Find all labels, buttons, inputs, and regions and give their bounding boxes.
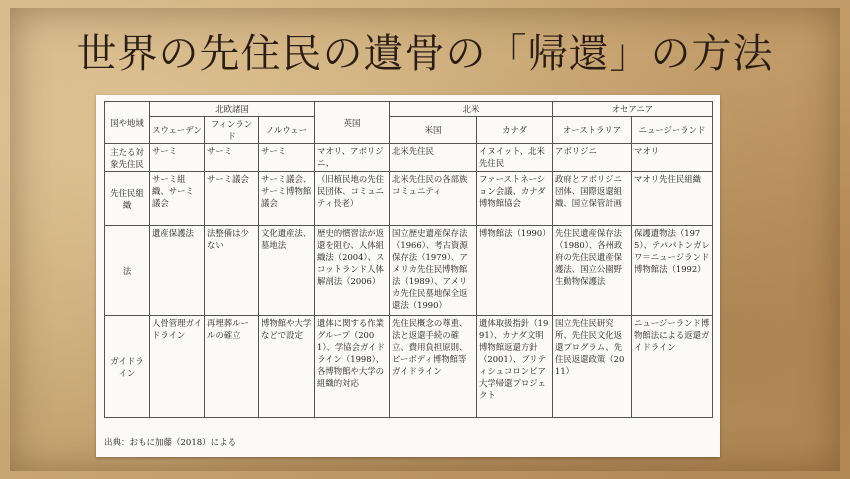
region-oceania: オセアニア: [553, 102, 713, 117]
region-uk: 英国: [315, 102, 390, 144]
cell-peoples-uk: マオリ、アボリジニ、: [315, 144, 390, 172]
cell-law-sweden: 遺産保護法: [150, 226, 205, 316]
cell-law-nz: 保護遺物法（1975）、テパパトンガレワ＝ニュージランド博物館法（1992）: [632, 226, 713, 316]
comparison-table: [104, 101, 713, 418]
cell-peoples-australia: アボリジニ: [553, 144, 632, 172]
cell-law-australia: 先住民遺産保存法（1980）、各州政府の先住民遺産保護法、国立公園野生動物保護法: [553, 226, 632, 316]
cell-orgs-australia: 政府とアボリジニ団体、国際返還組織、国立保管計画: [553, 172, 632, 226]
cell-orgs-sweden: サーミ組織、サーミ議会: [150, 172, 205, 226]
cell-peoples-usa: 北米先住民: [390, 144, 477, 172]
row-label-peoples: 主たる対象先住民: [105, 144, 150, 172]
cell-orgs-norway: サーミ議会、サーミ博物館議会: [259, 172, 315, 226]
cell-orgs-usa: 北米先住民の各部族コミュニティ: [390, 172, 477, 226]
country-canada: カナダ: [477, 117, 553, 144]
cell-peoples-canada: イヌイット、北米先住民: [477, 144, 553, 172]
cell-peoples-sweden: サーミ: [150, 144, 205, 172]
region-north-america: 北米: [390, 102, 553, 117]
country-finland: フィンランド: [205, 117, 259, 144]
cell-peoples-norway: サーミ: [259, 144, 315, 172]
region-nordic: 北欧諸国: [150, 102, 315, 117]
cell-peoples-nz: マオリ: [632, 144, 713, 172]
cell-orgs-uk: （旧植民地の先住民団体、コミュニティ長老）: [315, 172, 390, 226]
country-norway: ノルウェー: [259, 117, 315, 144]
row-label-law: 法: [105, 226, 150, 316]
table-row: [105, 172, 713, 226]
cell-guide-uk: 遺体に関する作業グループ（2001）、学協会ガイドライン（1998）、各博物館や大学の組織的対応: [315, 316, 390, 418]
table-sheet: [96, 95, 720, 457]
table-row: [105, 316, 713, 418]
table-row: [105, 226, 713, 316]
source-note: 出典：おもに加藤（2018）による: [104, 438, 237, 448]
cell-law-finland: 法整備は少ない: [205, 226, 259, 316]
row-label-guideline: ガイドライン: [105, 316, 150, 418]
cell-guide-canada: 遺体取扱指針（1991）、カナダ文明博物館返還方針（2001）、ブリティシュコロンビア大学帰還プロジェクト: [477, 316, 553, 418]
cell-law-norway: 文化遺産法、墓地法: [259, 226, 315, 316]
cell-law-usa: 国立歴史遺産保存法（1966）、考古資源保存法（1979）、アメリカ先住民博物館法（1989）、アメリカ先住民墓地保全返還法（1990）: [390, 226, 477, 316]
cell-orgs-finland: サーミ議会: [205, 172, 259, 226]
row-label-orgs: 先住民組織: [105, 172, 150, 226]
cell-guide-sweden: 人骨管理ガイドライン: [150, 316, 205, 418]
cell-guide-norway: 博物館や大学などで設定: [259, 316, 315, 418]
country-australia: オーストラリア: [553, 117, 632, 144]
cell-law-uk: 歴史的慣習法が返還を阻む、人体組織法（2004）、スコットランド人体解剖法（2006）: [315, 226, 390, 316]
cell-guide-finland: 再埋葬ルールの確立: [205, 316, 259, 418]
cell-guide-usa: 先住民概念の尊重、法と返還手続の確立、費用負担原則、ピーボディ博物館等ガイドライン: [390, 316, 477, 418]
cell-orgs-nz: マオリ先住民組織: [632, 172, 713, 226]
table-row: [105, 144, 713, 172]
cell-guide-nz: ニュージーランド博物館法による返還ガイドライン: [632, 316, 713, 418]
country-nz: ニュージーランド: [632, 117, 713, 144]
cell-law-canada: 博物館法（1990）: [477, 226, 553, 316]
corner-header: 国や地域: [105, 102, 150, 144]
cell-guide-australia: 国立先住民研究所、先住民文化返還プログラム、先住民返還政策（2011）: [553, 316, 632, 418]
country-sweden: スウェーデン: [150, 117, 205, 144]
cell-peoples-finland: サーミ: [205, 144, 259, 172]
cell-orgs-canada: ファーストネーション会議、カナダ博物館協会: [477, 172, 553, 226]
slide-title: 世界の先住民の遺骨の「帰還」の方法: [76, 31, 774, 77]
country-usa: 米国: [390, 117, 477, 144]
